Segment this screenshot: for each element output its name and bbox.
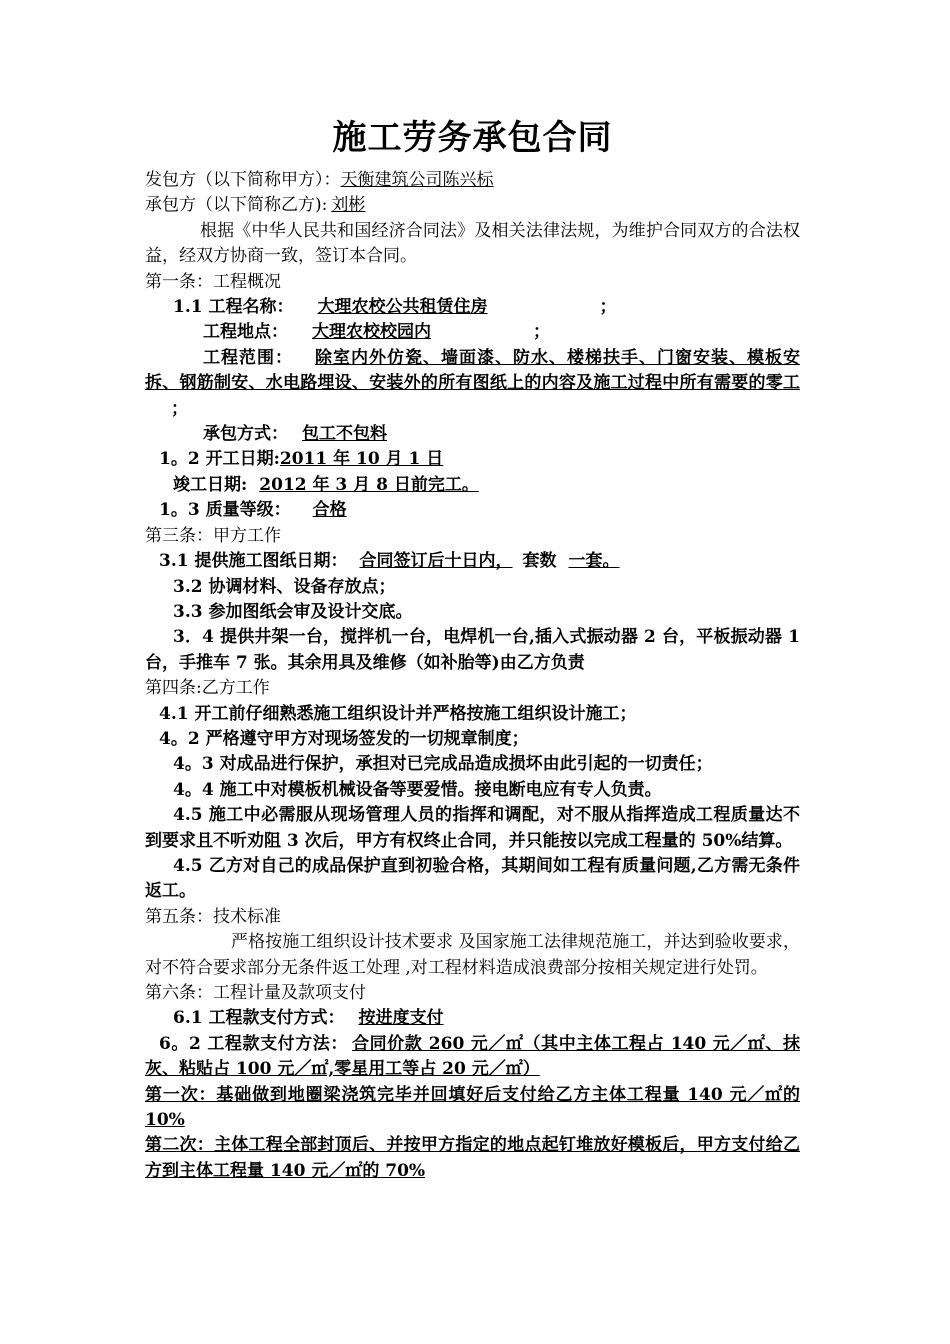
clause-6-1-label: 6.1 工程款支付方式： bbox=[173, 1008, 345, 1029]
semicolon: ； bbox=[533, 322, 550, 343]
project-scope-label: 工程范围： bbox=[203, 347, 293, 368]
clause-4-5b: 4.5 乙方对自己的成品保护直到初验合格，其期间如工程有质量问题,乙方需无条件返工。 bbox=[145, 855, 800, 902]
clause-4-5a: 4.5 施工中必需服从现场管理人员的指挥和调配，对不服从指挥造成工程质量达不到要求且不听劝阻 3 次后，甲方有权终止合同，并只能按以完成工程量的 50%结算。 bbox=[145, 805, 800, 851]
clause-3-1 bbox=[145, 549, 800, 574]
clause-3-1-sets-value: 一套。 bbox=[568, 551, 620, 572]
clause-4-3: 4。3 对成品进行保护，承担对已完成品造成损坏由此引起的一切责任； bbox=[173, 754, 713, 775]
clause-3-4: 3．4 提供井架一台，搅拌机一台，电焊机一台,插入式振动器 2 台，平板振动器 1 台，手推车 7 张。其余用具及维修（如补胎等)由乙方负责 bbox=[145, 627, 800, 673]
clause-6-2-value: 合同价款 260 元／㎡（其中主体工程占 140 元／㎡、抹灰、粘贴占 100 元／㎡,零星用工等占 20 元／㎡） bbox=[145, 1033, 800, 1080]
clause-6-1-value: 按进度支付 bbox=[358, 1008, 444, 1029]
payment-first-text: 第一次：基础做到地圈梁浇筑完毕并回填好后支付给乙方主体工程量 140 元／㎡的 10% bbox=[145, 1084, 800, 1131]
preamble-paragraph: 根据《中华人民共和国经济合同法》及相关法律法规，为维护合同双方的合法权益，经双方协商一致，签订本合同。 bbox=[145, 220, 800, 267]
document-title: 施工劳务承包合同 bbox=[332, 118, 613, 158]
project-scope-paragraph bbox=[145, 346, 800, 422]
project-site-line bbox=[145, 320, 800, 345]
clause-6-1 bbox=[145, 1006, 800, 1031]
contract-mode-value: 包工不包料 bbox=[302, 424, 387, 445]
clause-3-1-value: 合同签订后十日内， bbox=[359, 551, 513, 572]
party-b-label: 承包方（以下简称乙方): bbox=[145, 195, 328, 216]
project-site-value: 大理农校校园内 bbox=[312, 322, 431, 343]
quality-grade-value: 合格 bbox=[312, 500, 347, 521]
clause-6-2 bbox=[145, 1032, 800, 1083]
semicolon: ； bbox=[599, 297, 617, 318]
project-name-value: 大理农校公共租赁住房 bbox=[317, 297, 488, 318]
end-date-value: 2012 年 3 月 8 日前完工。 bbox=[259, 474, 479, 495]
start-date-line bbox=[145, 447, 800, 472]
party-a-label: 发包方（以下简称甲方）： bbox=[145, 170, 341, 190]
party-a-line bbox=[145, 168, 800, 193]
start-date-label: 1。2 开工日期: bbox=[159, 449, 280, 470]
project-name-label: 1.1 工程名称： bbox=[173, 297, 294, 318]
start-date-value: 2011 年 10 月 1 日 bbox=[279, 449, 444, 470]
quality-grade-label: 1。3 质量等级： bbox=[159, 500, 291, 521]
party-b-value: 刘彬 bbox=[331, 195, 366, 216]
clause-3-3: 3.3 参加图纸会审及设计交底。 bbox=[173, 601, 413, 622]
project-scope-value: 除室内外仿瓷、墙面漆、防水、楼梯扶手、门窗安装、模板安拆、钢筋制安、水电路埋设、安装外的所有图纸上的内容及施工过程中所有需要的零工 bbox=[145, 347, 800, 394]
project-site-label: 工程地点： bbox=[203, 322, 288, 343]
party-a-value: 天衡建筑公司陈兴标 bbox=[340, 170, 494, 190]
article-3-heading: 第三条：甲方工作 bbox=[145, 525, 281, 546]
contract-mode-label: 承包方式： bbox=[203, 424, 288, 445]
end-date-line bbox=[145, 473, 800, 498]
clause-4-4: 4。4 施工中对模板机械设备等要爱惜。接电断电应有专人负责。 bbox=[173, 779, 662, 800]
project-name-line bbox=[145, 295, 800, 320]
payment-second-text: 第二次：主体工程全部封顶后、并按甲方指定的地点起钉堆放好模板后，甲方支付给乙方到主体工程量 140 元／㎡的 70% bbox=[145, 1135, 800, 1181]
clause-6-2-label: 6。2 工程款支付方法： bbox=[159, 1033, 348, 1054]
contract-mode-line bbox=[145, 422, 800, 447]
clause-3-1-sets-label: 套数 bbox=[522, 551, 557, 572]
quality-grade-line bbox=[145, 498, 800, 523]
clause-3-2: 3.2 协调材料、设备存放点； bbox=[173, 576, 396, 597]
end-date-label: 竣工日期: bbox=[173, 474, 248, 495]
payment-first bbox=[145, 1083, 800, 1134]
clause-4-1: 4.1 开工前仔细熟悉施工组织设计并严格按施工组织设计施工； bbox=[159, 703, 637, 724]
semicolon: ； bbox=[171, 398, 188, 419]
clause-3-1-label: 3.1 提供施工图纸日期： bbox=[159, 551, 348, 572]
article-4-heading: 第四条:乙方工作 bbox=[145, 678, 270, 699]
article-5-body: 严格按施工组织设计技术要求 及国家施工法律规范施工，并达到验收要求，对不符合要求部分无条件返工处理 ,对工程材料造成浪费部分按相关规定进行处罚。 bbox=[145, 932, 800, 978]
article-5-heading: 第五条：技术标准 bbox=[145, 906, 281, 927]
payment-second bbox=[145, 1133, 800, 1184]
clause-4-2: 4。2 严格遵守甲方对现场签发的一切规章制度； bbox=[159, 728, 529, 749]
article-1-heading: 第一条：工程概况 bbox=[145, 271, 281, 292]
article-6-heading: 第六条：工程计量及款项支付 bbox=[145, 983, 366, 1003]
party-b-line bbox=[145, 193, 800, 218]
